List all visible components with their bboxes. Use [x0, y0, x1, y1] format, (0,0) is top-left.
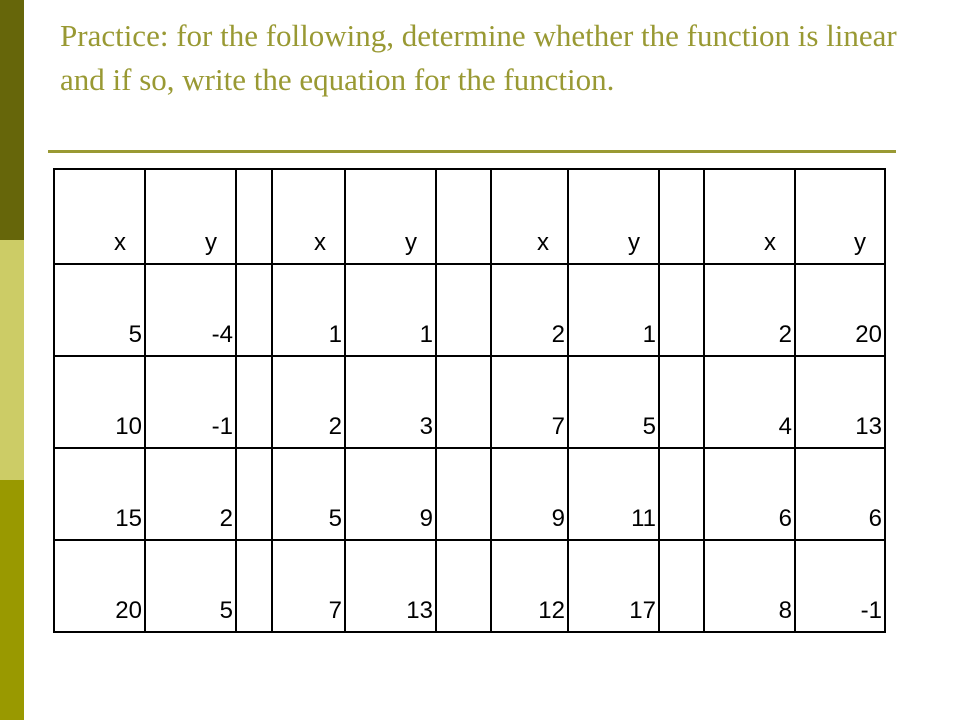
sidebar-band-middle: [0, 240, 24, 480]
cell-x: 4: [704, 356, 795, 448]
header-y-4: y: [795, 169, 885, 264]
column-gap: [659, 169, 704, 264]
header-x-1: x: [54, 169, 145, 264]
column-gap: [659, 448, 704, 540]
column-gap: [436, 356, 491, 448]
cell-y: 9: [345, 448, 436, 540]
cell-y: -4: [145, 264, 236, 356]
cell-y: 20: [795, 264, 885, 356]
table-row: [54, 448, 885, 540]
header-y-3: y: [568, 169, 659, 264]
column-gap: [436, 264, 491, 356]
cell-y: 5: [568, 356, 659, 448]
table-row: [54, 540, 885, 632]
cell-y: 11: [568, 448, 659, 540]
cell-y: 2: [145, 448, 236, 540]
cell-y: 13: [795, 356, 885, 448]
cell-x: 12: [491, 540, 568, 632]
sidebar-band-bottom: [0, 480, 24, 720]
column-gap: [236, 540, 272, 632]
cell-y: 13: [345, 540, 436, 632]
column-gap: [659, 540, 704, 632]
column-gap: [236, 356, 272, 448]
cell-y: 1: [568, 264, 659, 356]
cell-x: 7: [272, 540, 345, 632]
table-header-row: [54, 169, 885, 264]
cell-x: 2: [704, 264, 795, 356]
column-gap: [436, 448, 491, 540]
column-gap: [236, 264, 272, 356]
table-row: [54, 264, 885, 356]
header-y-1: y: [145, 169, 236, 264]
cell-y: -1: [145, 356, 236, 448]
header-x-4: x: [704, 169, 795, 264]
column-gap: [659, 264, 704, 356]
sidebar-band-top: [0, 0, 24, 240]
column-gap: [436, 540, 491, 632]
cell-y: 1: [345, 264, 436, 356]
cell-x: 2: [272, 356, 345, 448]
cell-x: 5: [54, 264, 145, 356]
cell-y: 5: [145, 540, 236, 632]
function-tables: [53, 168, 886, 633]
column-gap: [236, 448, 272, 540]
cell-x: 7: [491, 356, 568, 448]
cell-x: 5: [272, 448, 345, 540]
cell-x: 15: [54, 448, 145, 540]
header-y-2: y: [345, 169, 436, 264]
cell-y: 6: [795, 448, 885, 540]
cell-y: 3: [345, 356, 436, 448]
cell-x: 20: [54, 540, 145, 632]
cell-x: 8: [704, 540, 795, 632]
header-x-3: x: [491, 169, 568, 264]
table-row: [54, 356, 885, 448]
column-gap: [436, 169, 491, 264]
column-gap: [236, 169, 272, 264]
slide-title: Practice: for the following, determine whether the function is linear and if so, write the equation for the function.: [60, 18, 897, 97]
header-x-2: x: [272, 169, 345, 264]
title-divider: [48, 150, 896, 153]
cell-x: 9: [491, 448, 568, 540]
cell-x: 2: [491, 264, 568, 356]
cell-x: 1: [272, 264, 345, 356]
cell-x: 6: [704, 448, 795, 540]
cell-x: 10: [54, 356, 145, 448]
column-gap: [659, 356, 704, 448]
cell-y: -1: [795, 540, 885, 632]
cell-y: 17: [568, 540, 659, 632]
